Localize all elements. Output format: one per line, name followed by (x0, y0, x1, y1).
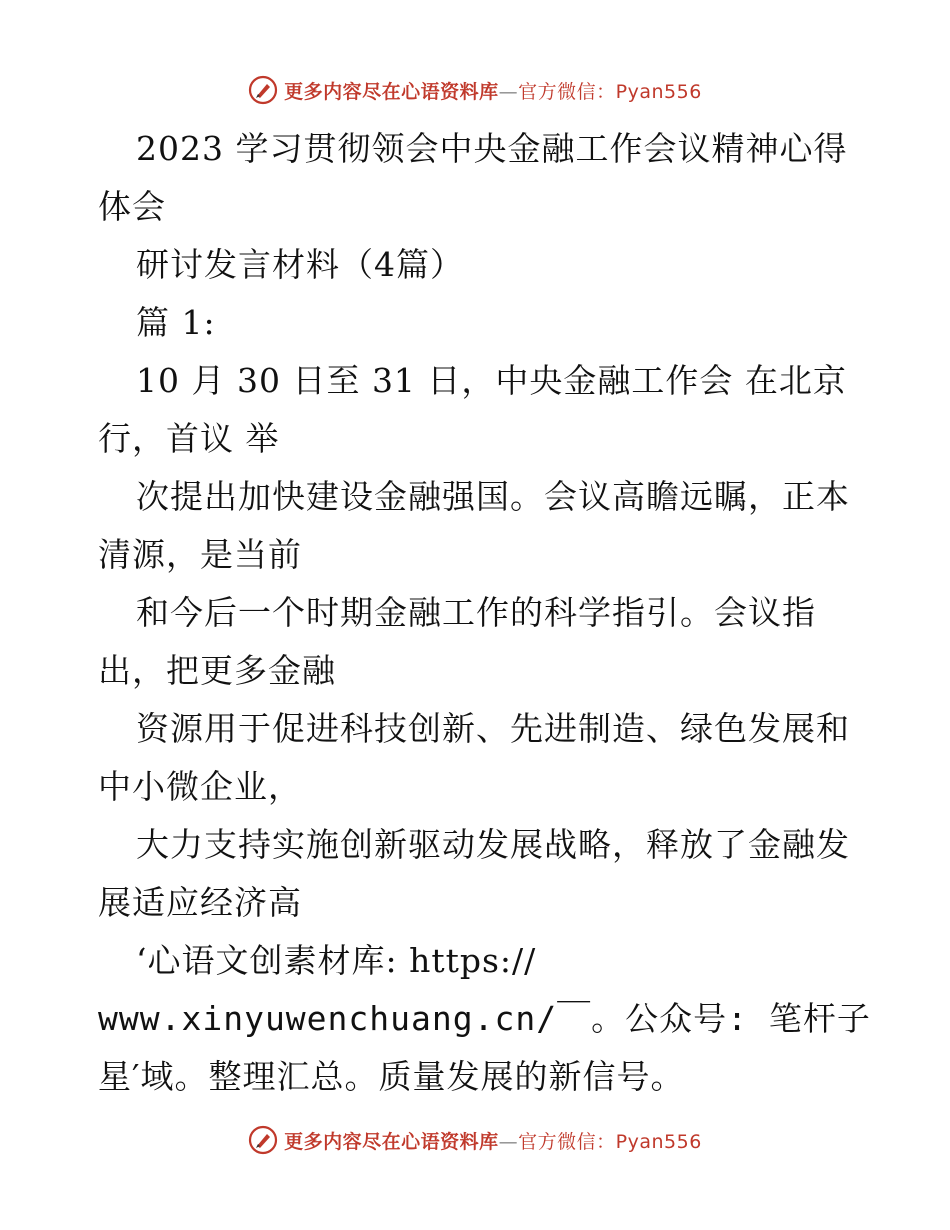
header-banner-main: 更多内容尽在心语资料库 (284, 80, 499, 103)
title-line-1: 2023 学习贯彻领会中央金融工作会议精神心得 (136, 129, 848, 168)
source-url-line: www.xinyuwenchuang.cn/￣。公众号: 笔杆子 (98, 999, 871, 1038)
paragraph-line: 清源，是当前 (98, 535, 302, 574)
paragraph-line: 10 月 30 日至 31 日，中央金融工作会 在北京 (136, 361, 847, 400)
section-heading: 篇 1: (136, 303, 216, 342)
paragraph-line: 展适应经济高 (98, 883, 302, 922)
paragraph-line: 和今后一个时期金融工作的科学指引。会议指 (136, 593, 816, 632)
paragraph-line: 出，把更多金融 (98, 651, 336, 690)
paragraph-line: 中小微企业， (98, 767, 302, 806)
footer-banner-text (284, 1127, 702, 1154)
footer-watermark-banner (0, 1120, 950, 1160)
title-line-2: 体会 (98, 187, 166, 226)
header-banner-dash: — (498, 80, 519, 103)
brand-logo-icon (248, 1125, 278, 1155)
header-watermark-banner (0, 70, 950, 110)
paragraph-line: 资源用于促进科技创新、先进制造、绿色发展和 (136, 709, 850, 748)
header-banner-wechat: 官方微信：Pyan556 (518, 80, 702, 103)
paragraph-line: 行，首议 举 (98, 419, 280, 458)
footer-banner-wechat: 官方微信：Pyan556 (518, 1130, 702, 1153)
document-body (98, 120, 871, 1106)
header-banner-text (284, 77, 702, 104)
paragraph-line: 大力支持实施创新驱动发展战略，释放了金融发 (136, 825, 850, 864)
brand-logo-icon (248, 75, 278, 105)
paragraph-line: 星′域。整理汇总。质量发展的新信号。 (98, 1057, 685, 1096)
footer-banner-dash: — (498, 1130, 519, 1153)
subtitle-line: 研讨发言材料（4篇） (136, 245, 464, 284)
source-note-line: ‘心语文创素材库: https:// (136, 941, 537, 980)
footer-banner-main: 更多内容尽在心语资料库 (284, 1130, 499, 1153)
paragraph-line: 次提出加快建设金融强国。会议高瞻远瞩，正本 (136, 477, 850, 516)
